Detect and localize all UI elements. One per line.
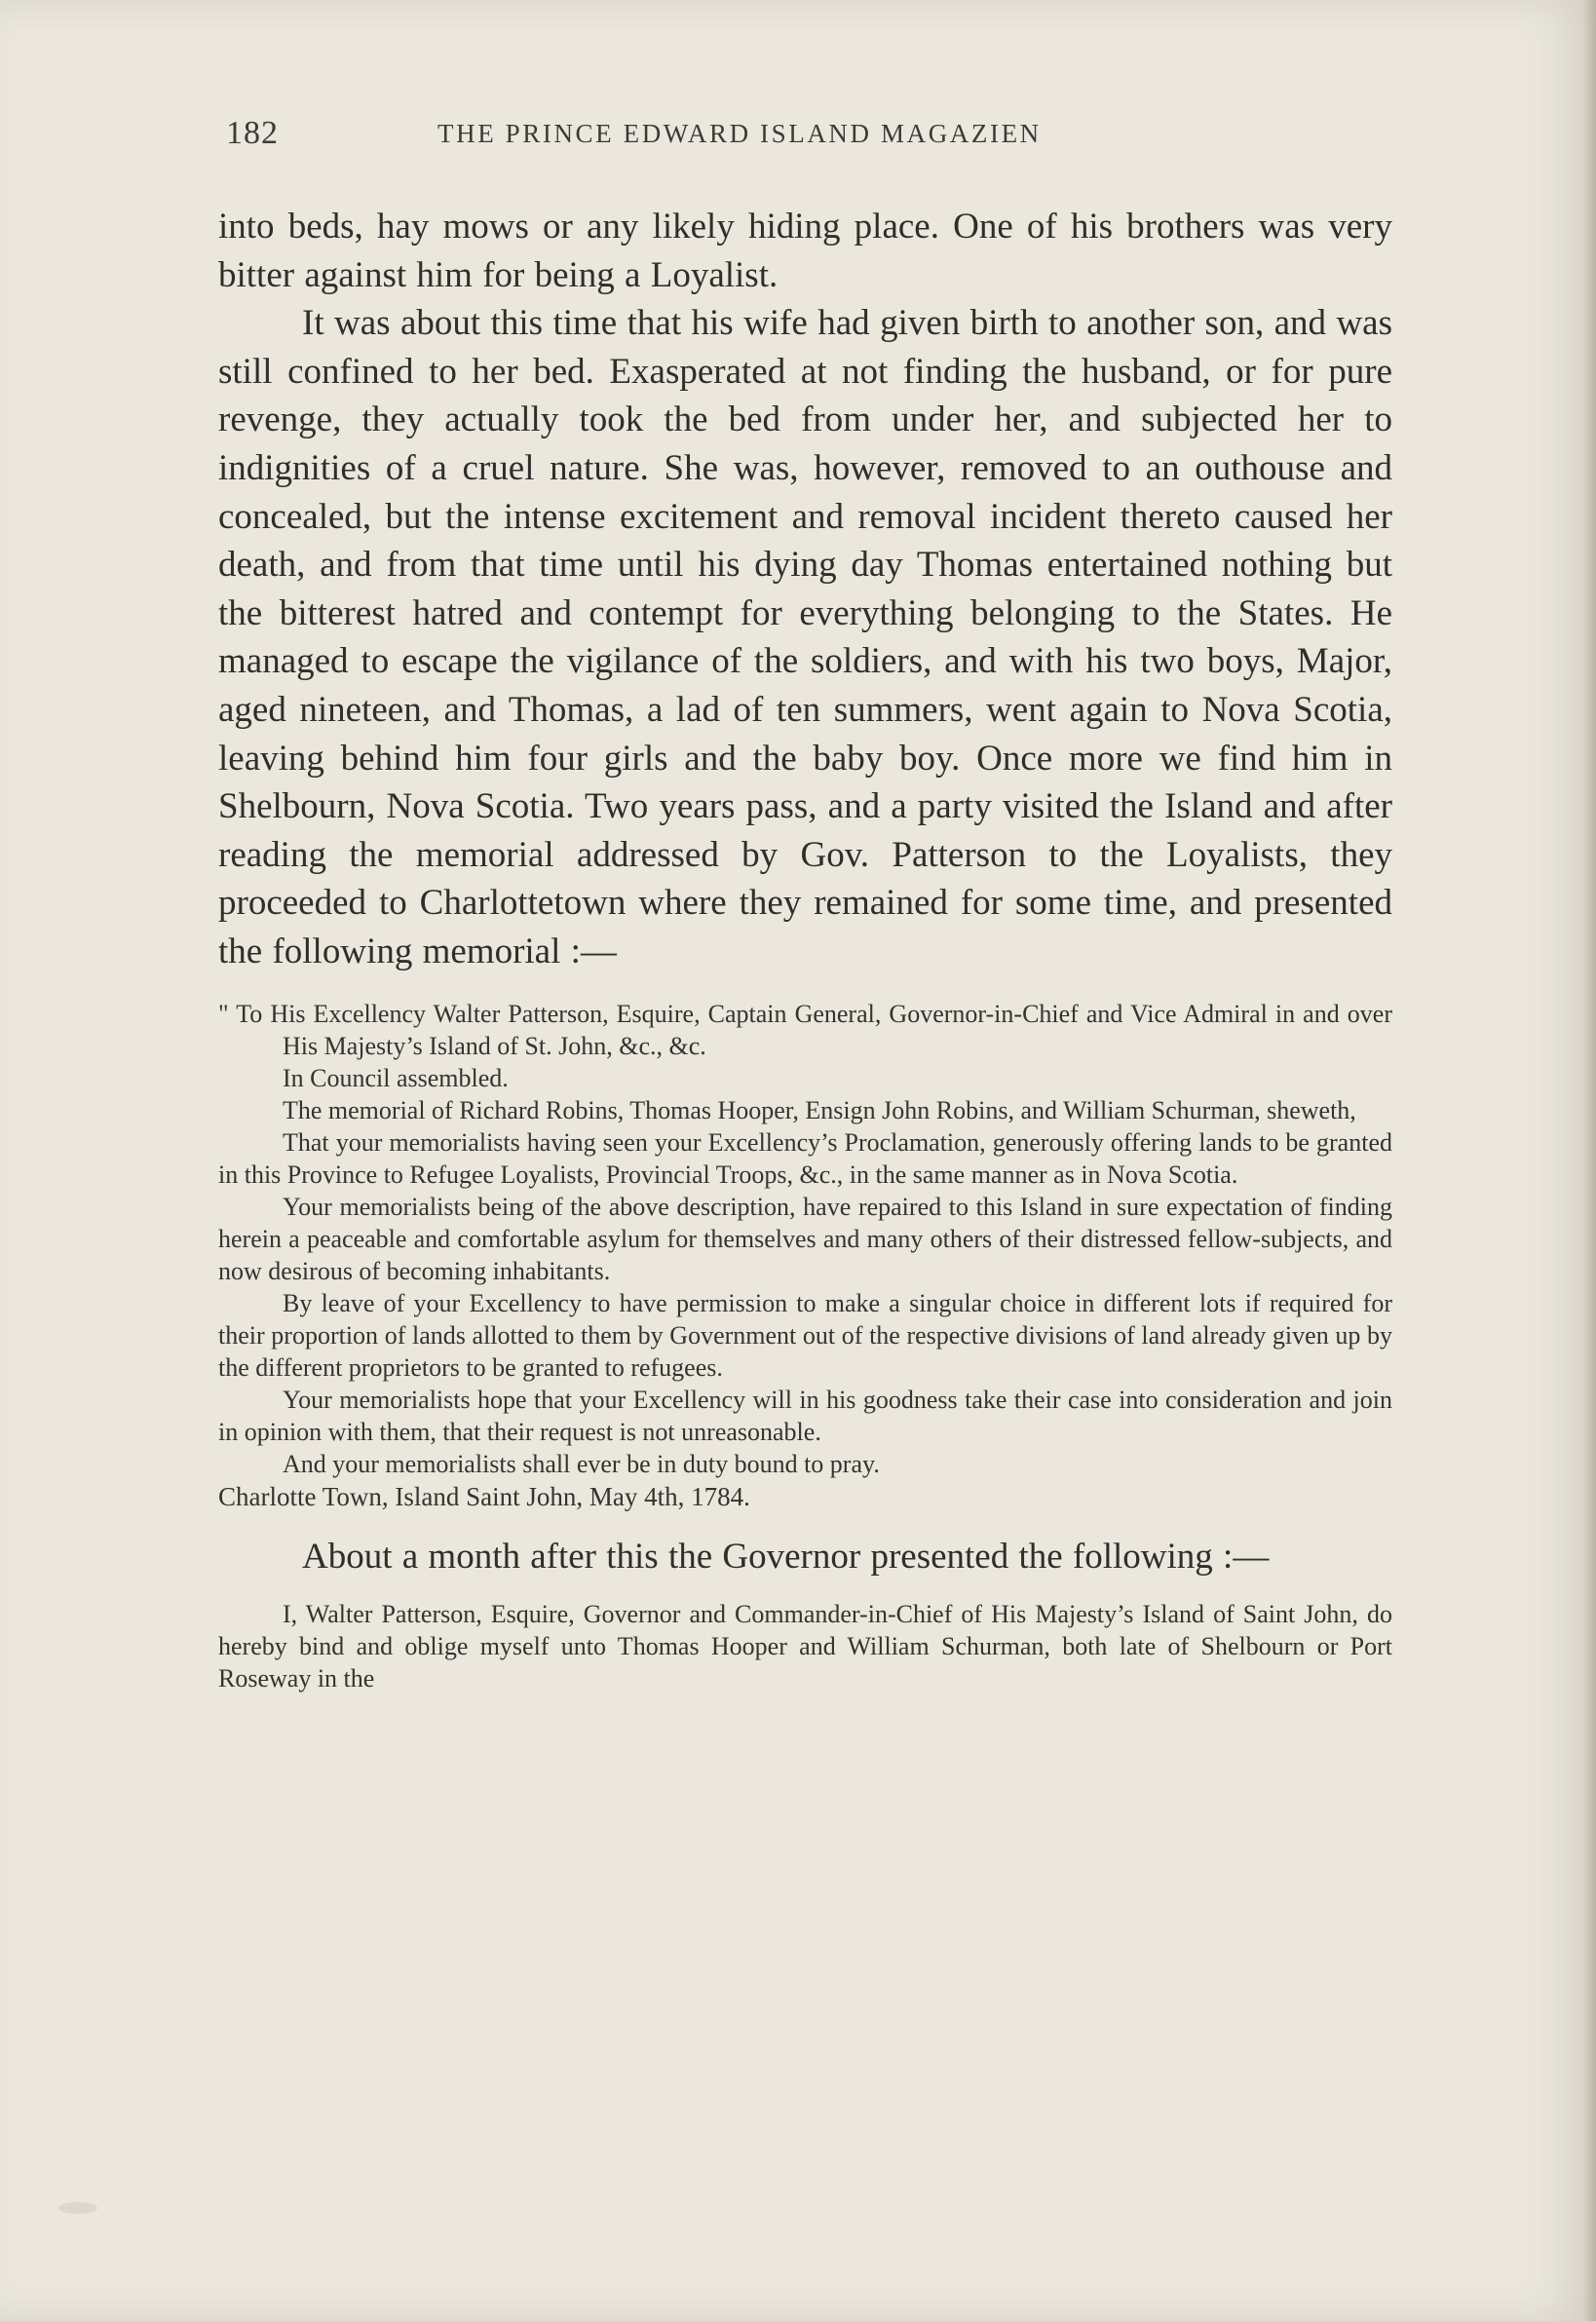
- memorial-paragraph-2: That your memorialists having seen your Excellency’s Proclamation, generously offering lands to be granted in this Province to Refugee Loyalists, Provincial Troops, &c., in the same manner as in Nova Scotia.: [218, 1127, 1392, 1189]
- page-smudge: [58, 2202, 97, 2214]
- memorial-block: [218, 998, 1392, 1513]
- memorial-paragraph-3: Your memorialists being of the above description, have repaired to this Island in sure expectation of finding herein a peaceable and comfortable asylum for themselves and many others of their distressed fellow-subjects, and now desirous of becoming inhabitants.: [218, 1192, 1392, 1285]
- memorial-paragraph-1: The memorial of Richard Robins, Thomas Hooper, Ensign John Robins, and William Schurman, sheweth,: [283, 1095, 1356, 1124]
- memorial-paragraph-4: By leave of your Excellency to have permission to make a singular choice in different lots if required for their proportion of lands allotted to them by Government out of the respective divisions of land already given up by the different proprietors to be granted to refugees.: [218, 1288, 1392, 1382]
- following-section: [218, 1533, 1392, 1695]
- body-text: [218, 203, 1392, 1720]
- paragraph-1: into beds, hay mows or any likely hiding place. One of his brothers was very bitter against him for being a Loyalist.: [218, 207, 1392, 295]
- memorial-paragraph-6: And your memorialists shall ever be in duty bound to pray.: [283, 1449, 880, 1478]
- page-edge-shadow: [1582, 0, 1596, 2321]
- memorial-signature: Charlotte Town, Island Saint John, May 4th, 1784.: [218, 1481, 750, 1511]
- paragraph-3: About a month after this the Governor presented the following :—: [302, 1536, 1270, 1577]
- running-head: [218, 115, 1392, 164]
- paragraph-2: It was about this time that his wife had given birth to another son, and was still confined to her bed. Exasperated at not finding the husband, or for pure revenge, they actually took the bed from under her, and subjected her to indignities of a cruel nature. She was, however, removed to an outhouse and concealed, but the intense excitement and removal incident thereto caused her death, and from that time until his dying day Thomas entertained nothing but the bitterest hatred and contempt for everything belonging to the States. He managed to escape the vigilance of the soldiers, and with his two boys, Major, aged nineteen, and Thomas, a lad of ten summers, went again to Nova Scotia, leaving behind him four girls and the baby boy. Once more we find him in Shelbourn, Nova Scotia. Two years pass, and a party visited the Island and after reading the memorial addressed by Gov. Patterson to the Loyalists, they proceeded to Charlottetown where they remained for some time, and presented the following memorial :—: [218, 303, 1392, 971]
- page-number: 182: [226, 115, 279, 151]
- memorial-paragraph-5: Your memorialists hope that your Excellency will in his goodness take their case into consideration and join in opinion with them, that their request is not unreasonable.: [218, 1385, 1392, 1446]
- memorial-council: In Council assembled.: [283, 1063, 509, 1092]
- bond-paragraph: I, Walter Patterson, Esquire, Governor and Commander-in-Chief of His Majesty’s Island of Saint John, do hereby bind and oblige myself unto Thomas Hooper and William Schurman, both late of Shelbourn or Port Roseway in the: [218, 1600, 1392, 1693]
- memorial-address: " To His Excellency Walter Patterson, Esquire, Captain General, Governor-in-Chief and Vice Admiral in and over His Majesty’s Island of St. John, &c., &c.: [218, 999, 1392, 1060]
- running-title: THE PRINCE EDWARD ISLAND MAGAZIEN: [437, 119, 1042, 148]
